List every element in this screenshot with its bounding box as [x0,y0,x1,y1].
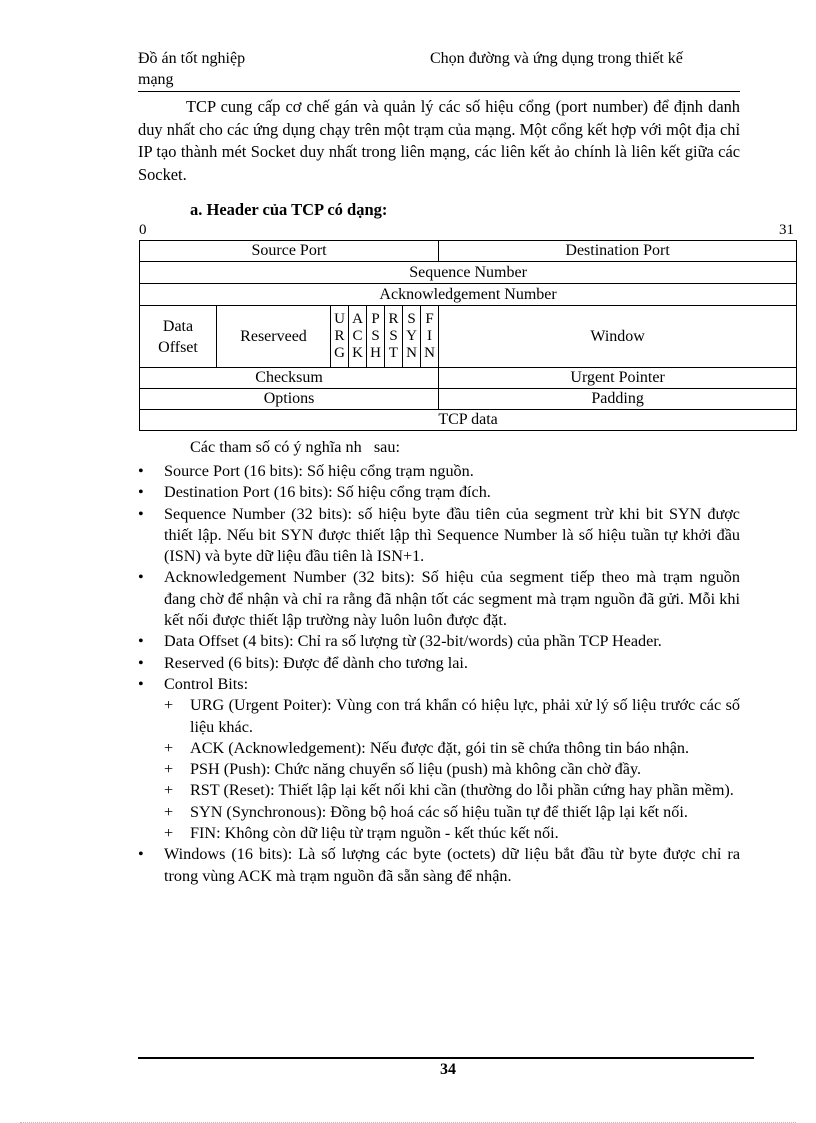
checksum-cell: Checksum [140,368,439,389]
destination-port-cell: Destination Port [439,241,797,262]
plus-icon: + [164,696,174,715]
plus-icon: + [164,802,174,821]
section-title: a. Header của TCP có dạng: [190,200,388,219]
list-item: • Reserved (6 bits): Được để dành cho tương lai. [138,653,740,674]
control-bit-item: + RST (Reset): Thiết lập lại kết nối khi cần (thường do lỗi phần cứng hay phần mềm). [164,780,740,801]
urgent-pointer-cell: Urgent Pointer [439,368,797,389]
flag-fin: F I N [421,306,439,368]
intro-text: TCP cung cấp cơ chế gán và quản lý các số hiệu cổng (port number) để định danh duy nhất cho các ứng dụng chạy trên một trạm của mạng. Một cổng kết hợp với một địa chỉ IP tạo thành mét Socket duy nhất trong liên mạng, các liên kết ảo chính là liên kết giữa các Socket. [138,97,740,184]
bullet-icon: • [138,845,144,864]
padding-cell: Padding [439,389,797,410]
control-bit-item: + URG (Urgent Poiter): Vùng con trá khẩn có hiệu lực, phải xử lý số liệu trước các số liệu khác. [164,696,740,736]
flag-ack: A C K [349,306,367,368]
data-offset-label: Data Offset [158,317,198,356]
source-port-cell: Source Port [140,241,439,262]
reserved-cell: Reserveed [217,306,331,368]
bullet-icon: • [138,653,144,672]
bit-end-label: 31 [779,222,794,238]
list-item: • Acknowledgement Number (32 bits): Số hiệu của segment tiếp theo mà trạm nguồn đang chờ để nhận và chỉ ra rằng đã nhận tốt các segment mà trạm nguồn đã gửi. Mỗi khi kết nối được thiết lập trường này luôn luôn được đặt. [138,568,740,630]
bullet-icon: • [138,504,144,523]
intro-paragraph [138,96,740,186]
flag-urg: U R G [331,306,349,368]
bullet-icon: • [138,483,144,502]
list-item: • Destination Port (16 bits): Số hiệu cổng trạm đích. [138,482,740,503]
bullet-icon: • [138,568,144,587]
field-description-list [138,461,740,887]
list-item: • Source Port (16 bits): Số hiệu cổng trạm nguồn. [138,461,740,482]
params-intro: Các tham số có ý nghĩa nh sau: [190,438,400,456]
list-item: • Data Offset (4 bits): Chỉ ra số lượng từ (32-bit/words) của phần TCP Header. [138,631,740,652]
plus-icon: + [164,781,174,800]
list-item: • Windows (16 bits): Là số lượng các byte (octets) dữ liệu bắt đầu từ byte được chỉ ra trong vùng ACK mà trạm nguồn đã sẵn sàng để nhận. [138,845,740,885]
list-item: • Sequence Number (32 bits): số hiệu byte đầu tiên của segment trừ khi bit SYN được thiết lập. Nếu bit SYN được thiết lập thì Sequence Number là số hiệu tuần tự khởi đầu (ISN) và byte dữ liệu đầu tiên là ISN+1. [138,504,740,566]
plus-icon: + [164,738,174,757]
bullet-icon: • [138,632,144,651]
bullet-icon: • [138,674,144,693]
flag-syn: S Y N [403,306,421,368]
header-left-wrap: mạng [138,71,174,88]
footer-rule [138,1057,754,1059]
header-rule [138,91,740,92]
flag-rst: R S T [385,306,403,368]
header-right: Chọn đường và ứng dụng trong thiết kế [430,50,683,67]
window-cell: Window [439,306,797,368]
control-bit-item: + SYN (Synchronous): Đồng bộ hoá các số hiệu tuần tự để thiết lập lại kết nối. [164,802,740,823]
control-bits-list [164,695,740,844]
options-cell: Options [140,389,439,410]
bullet-icon: • [138,462,144,480]
list-item: • Control Bits: + URG (Urgent Poiter): Vùng con trá khẩn có hiệu lực, phải xử lý số liệu trước các số liệu khác. + ACK (Acknowledgement): Nếu được đặt, gói tin sẽ chứa thông tin báo nhận. + PSH (Push): Chức năng chuyển số liệu (push) mà không cần chờ đầy. + RST (Reset): Thiết lập lại kết nối khi cần (thường do lỗi phần cứng hay phần mềm). + SYN (Synchronous): Đồng bộ hoá các số hiệu tuần tự để thiết lập lại kết nối. + FIN: Không còn dữ liệu từ trạm nguồn - kết thúc kết nối. [138,674,740,844]
bit-start-label: 0 [139,222,147,238]
page-number: 34 [440,1061,456,1078]
header-left: Đồ án tốt nghiệp [138,50,246,67]
plus-icon: + [164,824,174,843]
flag-psh: P S H [367,306,385,368]
control-bit-item: + ACK (Acknowledgement): Nếu được đặt, gói tin sẽ chứa thông tin báo nhận. [164,738,740,759]
tcp-data-cell: TCP data [140,410,797,431]
data-offset-cell [140,306,217,368]
control-bit-item: + FIN: Không còn dữ liệu từ trạm nguồn - kết thúc kết nối. [164,823,740,844]
tcp-header-table [139,240,797,431]
sequence-number-cell: Sequence Number [140,262,797,284]
plus-icon: + [164,760,174,779]
ack-number-cell: Acknowledgement Number [140,284,797,306]
control-bit-item: + PSH (Push): Chức năng chuyển số liệu (push) mà không cần chờ đầy. [164,759,740,780]
